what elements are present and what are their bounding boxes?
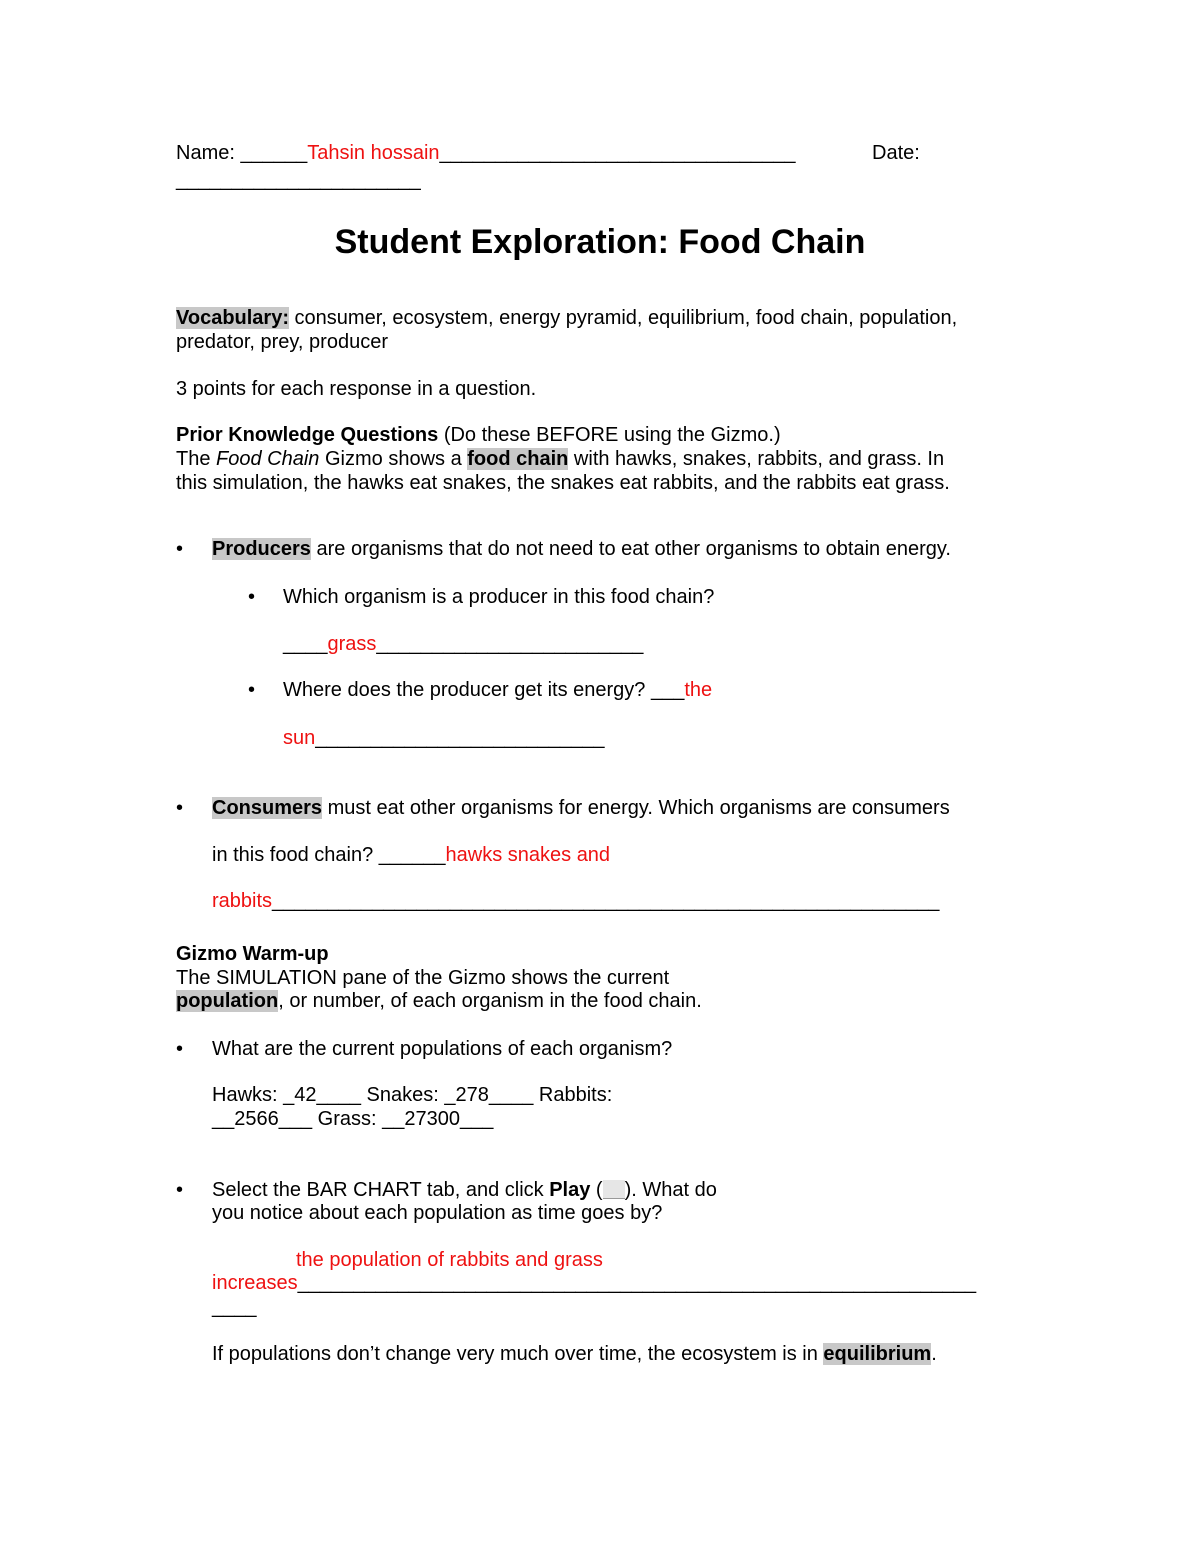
vocabulary-line-1 — [176, 306, 957, 330]
prior-heading-note: (Do these BEFORE using the Gizmo.) — [438, 424, 781, 446]
population-answer-line-1: Hawks: _42____ Snakes: _278____ Rabbits: — [212, 1084, 613, 1106]
prior-paragraph-line-1 — [176, 447, 944, 471]
prior-text-b: Gizmo shows a — [319, 448, 468, 470]
equilibrium-text: If populations don’t change very much over time, the ecosystem is in — [212, 1343, 824, 1365]
warmup-paragraph-2 — [176, 989, 702, 1013]
prior-paragraph-line-2: this simulation, the hawks eat snakes, the snakes eat rabbits, and the rabbits eat grass. — [176, 472, 950, 494]
energy-answer-1: the — [684, 679, 713, 701]
prior-heading: Prior Knowledge Questions — [176, 424, 439, 446]
bar-chart-text-b: ( — [590, 1179, 603, 1201]
date-line: ______________________ — [176, 169, 421, 191]
consumers-answer-1: hawks snakes and — [445, 844, 611, 866]
page-title: Student Exploration: Food Chain — [334, 223, 866, 261]
bar-chart-question-line-2: you notice about each population as time goes by? — [212, 1202, 663, 1224]
producers-text: are organisms that do not need to eat other organisms to obtain energy. — [310, 538, 951, 560]
prior-heading-line — [176, 423, 781, 447]
consumers-question: in this food chain? ______ — [212, 844, 446, 866]
producer-answer-line — [283, 632, 643, 656]
bullet: • — [248, 586, 256, 608]
name-value: Tahsin hossain — [307, 142, 440, 164]
energy-question: Where does the producer get its energy? ___ — [283, 679, 685, 701]
bar-chart-text-a: Select the BAR CHART tab, and click — [212, 1179, 550, 1201]
bar-chart-answer-1: the population of rabbits and grass — [296, 1249, 603, 1271]
energy-question-line — [283, 678, 712, 702]
play-icon — [603, 1180, 625, 1199]
bar-chart-answer-line — [212, 1271, 976, 1295]
consumers-question-line — [212, 843, 610, 867]
play-label: Play — [549, 1179, 591, 1201]
producer-question: Which organism is a producer in this food chain? — [283, 586, 715, 608]
bullet: • — [176, 797, 184, 819]
name-label: Name: ______ — [176, 142, 308, 164]
answer-blank-continuation: ____ — [212, 1296, 257, 1318]
bullet: • — [176, 538, 184, 560]
gizmo-name: Food Chain — [216, 448, 320, 470]
name-line — [176, 141, 795, 165]
producers-line — [212, 537, 951, 561]
population-question: What are the current populations of each organism? — [212, 1038, 673, 1060]
bullet: • — [176, 1038, 184, 1060]
consumers-answer-2: rabbits — [212, 890, 273, 912]
warmup-paragraph-1: The SIMULATION pane of the Gizmo shows the current — [176, 967, 670, 989]
bullet: • — [248, 679, 256, 701]
prior-text-a: The — [176, 448, 217, 470]
consumers-text: must eat other organisms for energy. Which organisms are consumers — [322, 797, 950, 819]
warmup-heading: Gizmo Warm-up — [176, 943, 329, 965]
energy-answer-2: sun — [283, 727, 316, 749]
vocabulary-terms-1: consumer, ecosystem, energy pyramid, equilibrium, food chain, population, — [289, 307, 958, 329]
vocabulary-line-2: predator, prey, producer — [176, 331, 388, 353]
bullet: • — [176, 1179, 184, 1201]
answer-blank: __________________________ — [315, 727, 605, 749]
consumers-answer-line — [212, 889, 939, 913]
equilibrium-term: equilibrium — [823, 1343, 932, 1365]
energy-answer-line — [283, 726, 604, 750]
bar-chart-answer-2: increases — [212, 1272, 298, 1294]
producer-answer: grass — [327, 633, 377, 655]
population-term: population — [176, 990, 279, 1012]
date-label: Date: — [872, 142, 920, 164]
points-note: 3 points for each response in a question. — [176, 378, 537, 400]
vocabulary-label: Vocabulary: — [176, 307, 289, 329]
population-answer-line-2: __2566___ Grass: __27300___ — [212, 1108, 494, 1130]
answer-blank: ________________________ — [376, 633, 644, 655]
warmup-text: , or number, of each organism in the food chain. — [278, 990, 702, 1012]
name-underline: ________________________________ — [439, 142, 796, 164]
answer-blank: ____ — [283, 633, 328, 655]
answer-blank: _____________________________________________________________ — [297, 1272, 977, 1294]
answer-blank: ____________________________________________________________ — [272, 890, 940, 912]
equilibrium-end: . — [931, 1343, 937, 1365]
prior-text-c: with hawks, snakes, rabbits, and grass. In — [568, 448, 945, 470]
consumers-line — [212, 796, 950, 820]
bar-chart-question-line-1 — [212, 1178, 717, 1202]
consumers-term: Consumers — [212, 797, 323, 819]
food-chain-term: food chain — [467, 448, 569, 470]
producers-term: Producers — [212, 538, 311, 560]
bar-chart-text-c: ). What do — [624, 1179, 717, 1201]
equilibrium-line — [212, 1342, 937, 1366]
